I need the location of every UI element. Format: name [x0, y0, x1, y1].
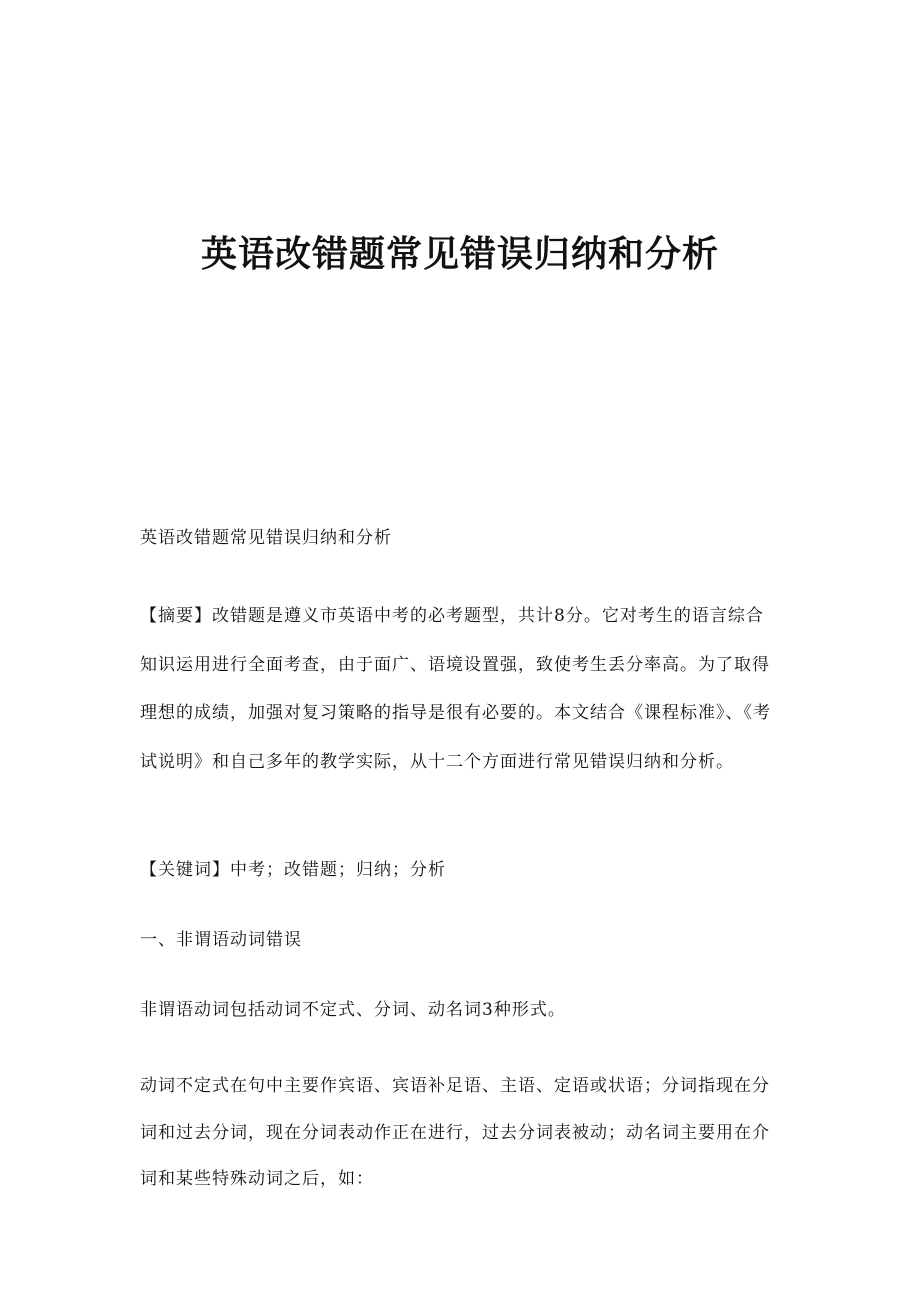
section-heading: 一、非谓语动词错误 [140, 930, 302, 950]
abstract-paragraph: 【摘要】改错题是遵义市英语中考的必考题型，共计8分。它对考生的语言综合知识运用进行全面考查，由于面广、语境设置强，致使考生丢分率高。为了取得理想的成绩，加强对复习策略的指导是很有必要的。本文结合《课程标准》、《考试说明》和自己多年的教学实际，从十二个方面进行常见错误归纳和分析。 [140, 606, 771, 772]
document-subtitle: 英语改错题常见错误归纳和分析 [140, 528, 392, 548]
body-paragraph: 非谓语动词包括动词不定式、分词、动名词3种形式。 [140, 1000, 566, 1020]
document-title: 英语改错题常见错误归纳和分析 [200, 233, 719, 275]
body-paragraph: 动词不定式在句中主要作宾语、宾语补足语、主语、定语或状语；分词指现在分词和过去分词，现在分词表动作正在进行，过去分词表被动；动名词主要用在介词和某些特殊动词之后，如： [140, 1076, 770, 1189]
keywords-paragraph: 【关键词】中考；改错题；归纳；分析 [140, 860, 446, 880]
